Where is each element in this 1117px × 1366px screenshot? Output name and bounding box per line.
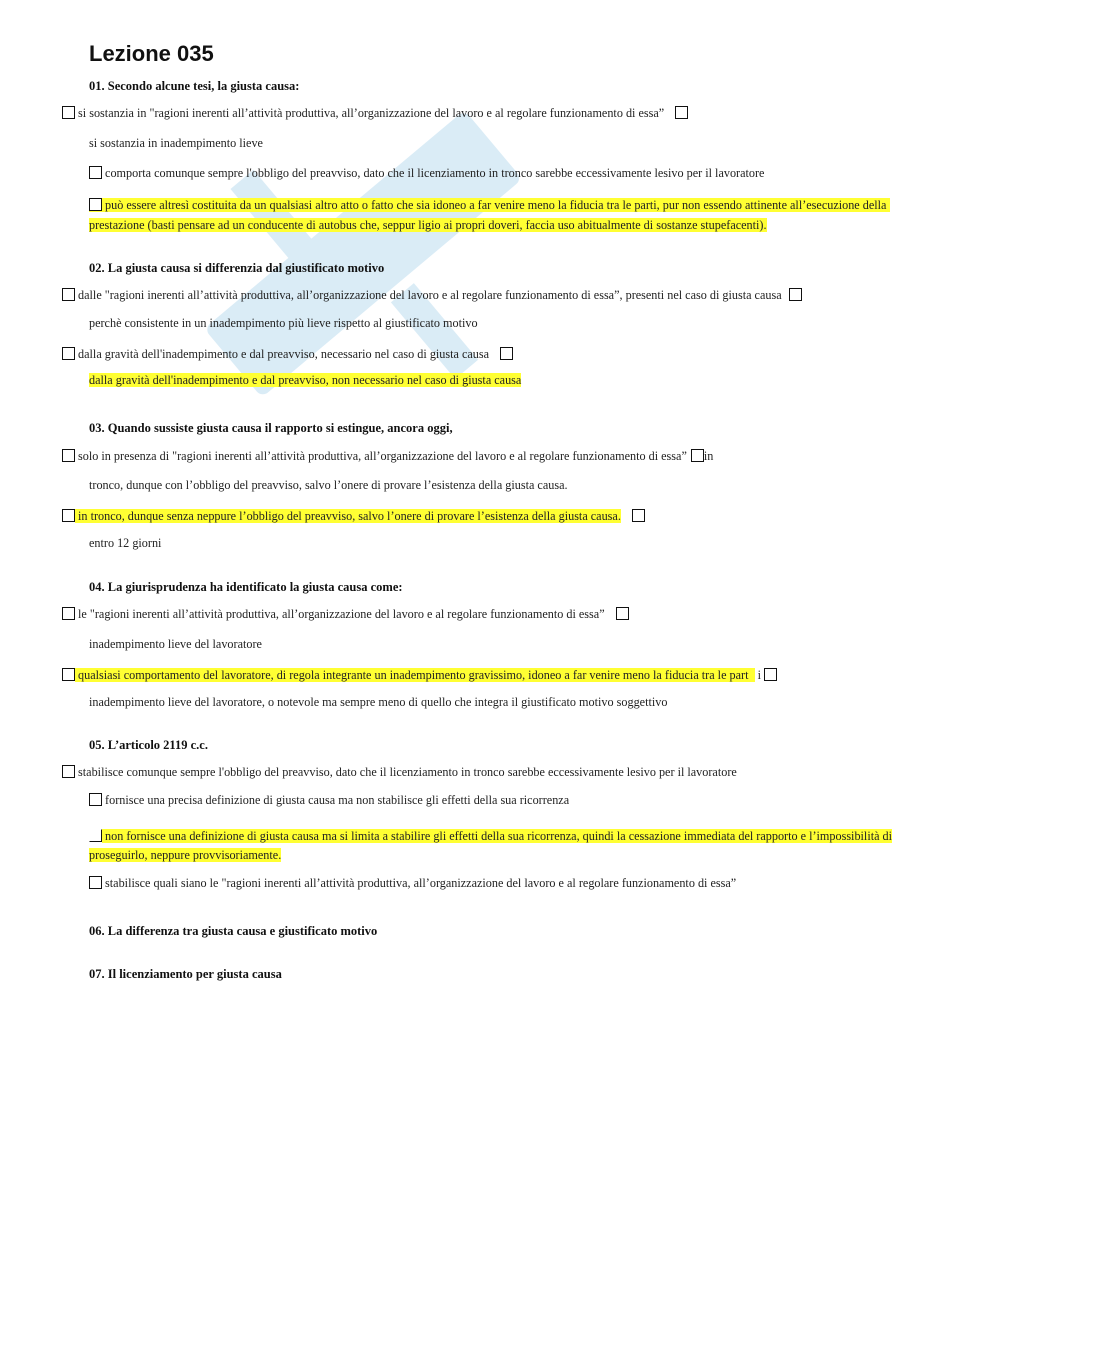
q5-answer-2 <box>89 793 569 808</box>
q4-a2-checkbox[interactable] <box>616 607 629 620</box>
q5-a1-text: stabilisce comunque sempre l'obbligo del preavviso, dato che il licenziamento in tronco sarebbe eccessivamente lesivo per il lavoratore <box>78 765 737 779</box>
question-05-title: 05. L’articolo 2119 c.c. <box>89 738 208 752</box>
q3-a4-text: entro 12 giorni <box>89 536 162 550</box>
question-02-title: 02. La giusta causa si differenzia dal giustificato motivo <box>89 261 385 275</box>
q1-a2-checkbox[interactable] <box>675 106 688 119</box>
q4-a1-text: le "ragioni inerenti all’attività produttiva, all’organizzazione del lavoro e al regolare funzionamento di essa” <box>78 607 605 621</box>
q2-answer-3 <box>62 347 513 362</box>
q2-a3-text: dalla gravità dell'inadempimento e dal preavviso, necessario nel caso di giusta causa <box>78 347 490 361</box>
q5-a4-text: stabilisce quali siano le "ragioni inerenti all’attività produttiva, all’organizzazione del lavoro e al regolare funzionamento di essa” <box>105 876 737 890</box>
question-04-title: 04. La giurisprudenza ha identificato la giusta causa come: <box>89 580 403 594</box>
question-01-title: 01. Secondo alcune tesi, la giusta causa: <box>89 79 300 93</box>
page-title: Lezione 035 <box>89 41 214 66</box>
q4-a3-checkbox[interactable] <box>62 668 75 681</box>
q5-a1-checkbox[interactable] <box>62 765 75 778</box>
q1-a4-checkbox[interactable] <box>89 198 102 211</box>
q3-a4-checkbox[interactable] <box>632 509 645 522</box>
q4-a3-highlight <box>75 668 755 682</box>
q3-a2-checkbox[interactable] <box>691 449 704 462</box>
q2-a1-checkbox[interactable] <box>62 288 75 301</box>
q3-a3-checkbox[interactable] <box>62 509 75 522</box>
q1-answer-1 <box>62 106 688 121</box>
q4-a3-tail: i <box>757 668 761 682</box>
q5-answer-1 <box>62 765 737 780</box>
question-07-title: 07. Il licenziamento per giusta causa <box>89 967 282 981</box>
q1-a1-checkbox[interactable] <box>62 106 75 119</box>
q3-a1-text: solo in presenza di "ragioni inerenti all’attività produttiva, all’organizzazione del lavoro e al regolare funzionamento di essa” <box>78 449 687 463</box>
q1-answer-3 <box>89 166 764 181</box>
q1-a4-text-line1: può essere altresì costituita da un qualsiasi altro atto o fatto che sia idoneo a far venire meno la fiducia tra le parti, pur non essendo attinente all’esecuzione della <box>105 198 887 212</box>
q3-a3-label: in tronco, dunque senza neppure l’obbligo del preavviso, salvo l’onere di provare l’esistenza della giusta causa. <box>78 509 621 523</box>
q2-a4-text: dalla gravità dell'inadempimento e dal preavviso, non necessario nel caso di giusta causa <box>89 373 522 387</box>
q4-a3-text: qualsiasi comportamento del lavoratore, di regola integrante un inadempimento gravissimo, idoneo a far venire meno la fiducia tra le part <box>78 668 749 682</box>
q2-a2-text: perchè consistente in un inadempimento più lieve rispetto al giustificato motivo <box>89 316 478 330</box>
q3-answer-1 <box>62 449 713 464</box>
q3-a3-text <box>75 509 621 523</box>
q2-answer-1 <box>62 288 802 303</box>
q5-a2-text: fornisce una precisa definizione di giusta causa ma non stabilisce gli effetti della sua ricorrenza <box>105 793 570 807</box>
q5-answer-3-cont <box>89 848 281 863</box>
q1-a3-checkbox[interactable] <box>89 166 102 179</box>
question-06-title: 06. La differenza tra giusta causa e giustificato motivo <box>89 924 378 938</box>
q4-answer-1 <box>62 607 629 622</box>
q5-a2-checkbox[interactable] <box>89 793 102 806</box>
q5-answer-3 <box>89 829 892 844</box>
q1-a1-text: si sostanzia in "ragioni inerenti all’attività produttiva, all’organizzazione del lavoro e al regolare funzionamento di essa” <box>78 106 665 120</box>
q4-a1-checkbox[interactable] <box>62 607 75 620</box>
q2-answer-4 <box>89 373 521 388</box>
q3-a1-tail: in <box>703 449 714 463</box>
q5-a3-text-line2: proseguirlo, neppure provvisoriamente. <box>89 848 282 862</box>
q1-answer-4 <box>89 198 890 213</box>
q2-a1-text: dalle "ragioni inerenti all’attività produttiva, all’organizzazione del lavoro e al regolare funzionamento di essa”, presenti nel caso di giusta causa <box>78 288 782 302</box>
q2-a2-checkbox[interactable] <box>789 288 802 301</box>
q4-a2-text: inadempimento lieve del lavoratore <box>89 637 262 651</box>
q2-a3-checkbox[interactable] <box>62 347 75 360</box>
q5-a4-checkbox[interactable] <box>89 876 102 889</box>
q3-answer-3 <box>62 509 645 524</box>
q1-a3-text: comporta comunque sempre l'obbligo del preavviso, dato che il licenziamento in tronco sarebbe eccessivamente lesivo per il lavoratore <box>105 166 765 180</box>
q5-a3-text-line1: non fornisce una definizione di giusta causa ma si limita a stabilire gli effetti della sua ricorrenza, quindi la cessazione immediata del rapporto e l’impossibilità di <box>105 829 893 843</box>
q5-a3-checkbox[interactable] <box>89 829 102 842</box>
q3-a2-text: tronco, dunque con l’obbligo del preavviso, salvo l’onere di provare l’esistenza della giusta causa. <box>89 478 568 492</box>
q5-answer-4 <box>89 876 736 891</box>
q1-a4-text-line2: prestazione (basti pensare ad un conducente di autobus che, seppur ligio ai propri doveri, faccia uso abitualmente di sostanze stupefacenti). <box>89 218 767 232</box>
q2-a4-checkbox[interactable] <box>500 347 513 360</box>
q1-a2-text: si sostanzia in inadempimento lieve <box>89 136 263 150</box>
question-03-title: 03. Quando sussiste giusta causa il rapporto si estingue, ancora oggi, <box>89 421 453 435</box>
q4-a4-text: inadempimento lieve del lavoratore, o notevole ma sempre meno di quello che integra il giustificato motivo soggettivo <box>89 695 668 709</box>
q4-a4-checkbox[interactable] <box>764 668 777 681</box>
q3-a1-checkbox[interactable] <box>62 449 75 462</box>
q1-answer-4-cont <box>89 218 767 233</box>
q5-a3-highlight <box>102 829 892 843</box>
q4-answer-3 <box>62 668 777 683</box>
